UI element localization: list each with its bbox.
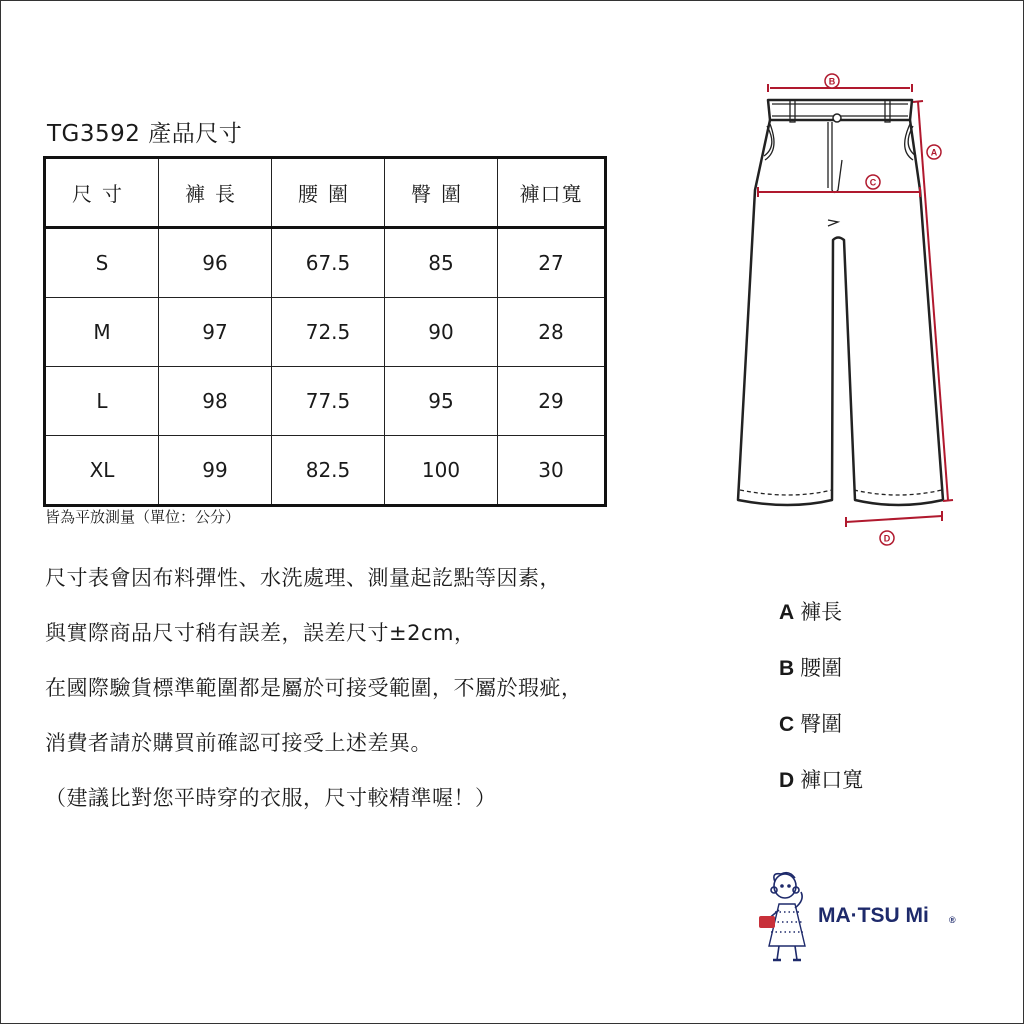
table-cell: M <box>45 298 159 367</box>
table-cell: 29 <box>498 367 606 436</box>
disclaimer-line: 與實際商品尺寸稍有誤差，誤差尺寸±2cm， <box>45 621 476 645</box>
table-cell: 72.5 <box>272 298 385 367</box>
table-row <box>45 436 606 506</box>
table-row <box>45 367 606 436</box>
header-length: 褲長 <box>159 158 272 228</box>
disclaimer-line: 在國際驗貨標準範圍都是屬於可接受範圍，不屬於瑕疵， <box>45 676 583 700</box>
registered-mark: ® <box>949 915 956 925</box>
measurement-note: 皆為平放測量（單位：公分） <box>45 508 241 526</box>
size-table <box>43 156 607 507</box>
measurement-legend <box>779 598 863 822</box>
table-cell: 30 <box>498 436 606 506</box>
table-row <box>45 298 606 367</box>
header-size: 尺寸 <box>45 158 159 228</box>
legend-letter: C <box>779 713 795 736</box>
legend-item <box>779 766 863 822</box>
pants-diagram <box>720 60 960 550</box>
table-cell: 95 <box>385 367 498 436</box>
table-cell: 97 <box>159 298 272 367</box>
table-cell: S <box>45 228 159 298</box>
legend-label: 腰圍 <box>800 656 843 680</box>
table-header-row <box>45 158 606 228</box>
marker-b: B <box>828 76 836 87</box>
table-cell: 85 <box>385 228 498 298</box>
header-hem: 褲口寬 <box>498 158 606 228</box>
header-waist: 腰圍 <box>272 158 385 228</box>
marker-a: A <box>930 147 938 158</box>
table-cell: 100 <box>385 436 498 506</box>
legend-item <box>779 710 863 766</box>
disclaimer-line: 尺寸表會因布料彈性、水洗處理、測量起訖點等因素， <box>45 566 561 590</box>
legend-letter: B <box>779 657 795 680</box>
table-cell: 99 <box>159 436 272 506</box>
table-cell: 77.5 <box>272 367 385 436</box>
marker-d: D <box>883 533 891 544</box>
table-cell: 98 <box>159 367 272 436</box>
marker-c: C <box>869 177 877 188</box>
table-cell: L <box>45 367 159 436</box>
legend-label: 臀圍 <box>800 712 843 736</box>
table-cell: 27 <box>498 228 606 298</box>
brand-name: MA·TSU Mi <box>818 904 929 927</box>
disclaimer-line: 消費者請於購買前確認可接受上述差異。 <box>45 731 432 755</box>
legend-item <box>779 598 863 654</box>
page-title: TG3592 產品尺寸 <box>47 121 243 147</box>
legend-letter: A <box>779 601 795 624</box>
table-cell: 90 <box>385 298 498 367</box>
disclaimer-text <box>45 558 745 833</box>
legend-label: 褲長 <box>800 600 843 624</box>
table-cell: 82.5 <box>272 436 385 506</box>
table-cell: 96 <box>159 228 272 298</box>
table-row <box>45 228 606 298</box>
header-hip: 臀圍 <box>385 158 498 228</box>
disclaimer-line: （建議比對您平時穿的衣服，尺寸較精準喔！） <box>45 786 497 810</box>
legend-label: 褲口寬 <box>800 768 864 792</box>
legend-item <box>779 654 863 710</box>
table-cell: 28 <box>498 298 606 367</box>
table-cell: XL <box>45 436 159 506</box>
bag-icon <box>759 916 775 928</box>
brand-logo <box>755 870 975 970</box>
table-cell: 67.5 <box>272 228 385 298</box>
legend-letter: D <box>779 769 795 792</box>
